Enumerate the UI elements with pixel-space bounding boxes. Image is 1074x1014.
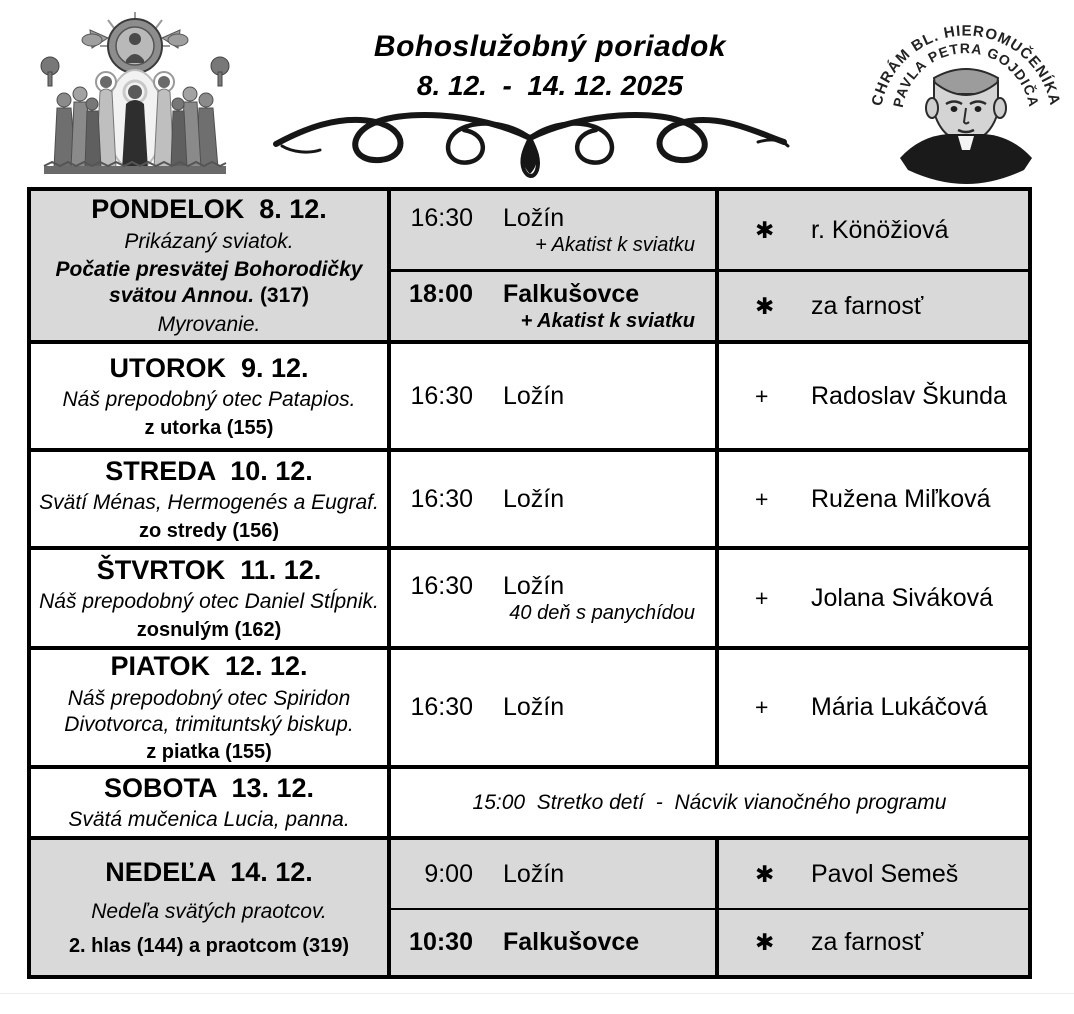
sunday-service-1-cell <box>391 840 719 910</box>
saturday-day-cell <box>31 769 391 840</box>
tuesday-feast: Náš prepodobný otec Patapios. <box>62 388 356 412</box>
wednesday-service-cell <box>391 452 719 550</box>
tuesday-service-cell <box>391 344 719 452</box>
tuesday-intention-cell <box>719 344 1028 452</box>
friday-service-cell <box>391 650 719 769</box>
friday-intention-cell <box>719 650 1028 769</box>
service-time: 10:30 <box>409 928 473 956</box>
saturday-feast: Svätá mučenica Lucia, panna. <box>68 808 350 832</box>
intention-name: za farnosť <box>811 928 924 956</box>
service-note: + Akatist k sviatku <box>520 309 695 332</box>
intention-symbol: + <box>755 694 769 720</box>
friday-day-cell <box>31 650 391 769</box>
service-time: 16:30 <box>410 484 473 513</box>
monday-day-name: PONDELOK 8. 12. <box>91 194 327 225</box>
sunday-feast: Nedeľa svätých praotcov. <box>91 899 327 923</box>
monday-feast <box>39 257 379 310</box>
thursday-day-cell <box>31 550 391 650</box>
parish-logo <box>864 8 1068 186</box>
page-title <box>290 30 810 102</box>
monday-intention-1-cell <box>719 191 1028 272</box>
wednesday-intention-cell <box>719 452 1028 550</box>
wednesday-day-cell <box>31 452 391 550</box>
thursday-ref: zosnulým (162) <box>136 618 282 641</box>
intention-name: Radoslav Škunda <box>811 381 1007 410</box>
intention-name: Jolana Siváková <box>811 583 994 612</box>
logo-arc-text-2: PAVLA PETRA GOJDIČA <box>889 40 1043 109</box>
thursday-day-name: ŠTVRTOK 11. 12. <box>96 554 322 585</box>
monday-day-cell <box>31 191 391 344</box>
page-header <box>0 0 1074 187</box>
saturday-event-cell: 15:00 Stretko detí - Nácvik vianočného programu <box>391 769 1028 840</box>
tuesday-day-cell <box>31 344 391 452</box>
service-place: Falkušovce <box>503 928 640 956</box>
monday-feast-text: Počatie presvätej Bohorodičky svätou Annou. <box>55 258 363 308</box>
flourish-divider <box>268 108 792 180</box>
intention-symbol: + <box>755 584 769 611</box>
intention-name: Pavol Semeš <box>811 859 959 888</box>
service-place: Ložín <box>503 203 565 232</box>
tuesday-ref: z utorka (155) <box>144 416 274 439</box>
intention-symbol: ✱ <box>755 292 775 319</box>
intention-name: za farnosť <box>811 291 924 320</box>
friday-feast: Náš prepodobný otec Spiridon Divotvorca, trimituntský biskup. <box>64 686 354 736</box>
service-note: 40 deň s panychídou <box>509 601 695 624</box>
thursday-service-cell <box>391 550 719 650</box>
sunday-ref: 2. hlas (144) a praotcom (319) <box>68 935 350 957</box>
wednesday-day-name: STREDA 10. 12. <box>105 455 313 486</box>
friday-ref: z piatka (155) <box>146 741 272 764</box>
sunday-day-name: NEDEĽA 14. 12. <box>105 857 313 887</box>
intention-symbol: ✱ <box>755 216 775 243</box>
sunday-intention-1-cell <box>719 840 1028 910</box>
schedule-table <box>27 187 1032 979</box>
service-place: Ložín <box>503 859 565 888</box>
wednesday-feast: Svätí Ménas, Hermogenés a Eugraf. <box>39 491 379 515</box>
monday-feast-ref: (317) <box>259 284 309 308</box>
service-time: 16:30 <box>410 693 473 721</box>
thursday-feast: Náš prepodobný otec Daniel Stĺpnik. <box>39 590 379 614</box>
logo-portrait <box>900 69 1032 184</box>
intention-symbol: ✱ <box>755 860 775 887</box>
intention-symbol: ✱ <box>755 929 775 955</box>
monday-service-2-cell <box>391 272 719 344</box>
monday-intention-2-cell <box>719 272 1028 344</box>
intention-name: Mária Lukáčová <box>811 693 988 721</box>
friday-day-name: PIATOK 12. 12. <box>110 650 308 681</box>
service-place: Ložín <box>503 571 565 600</box>
saturday-day-name: SOBOTA 13. 12. <box>103 772 315 803</box>
intention-symbol: + <box>755 382 769 409</box>
monday-feast-note: Prikázaný sviatok. <box>124 229 294 253</box>
religious-icon-image <box>30 8 240 180</box>
service-place: Ložín <box>503 693 565 721</box>
wednesday-ref: zo stredy (156) <box>138 519 280 542</box>
thursday-intention-cell <box>719 550 1028 650</box>
service-note: + Akatist k sviatku <box>535 233 695 256</box>
intention-symbol: + <box>755 485 769 512</box>
sunday-day-cell <box>31 840 391 975</box>
service-time: 18:00 <box>409 279 473 308</box>
service-time: 9:00 <box>424 859 473 888</box>
monday-service-1-cell <box>391 191 719 272</box>
service-time: 16:30 <box>410 571 473 600</box>
tuesday-day-name: UTOROK 9. 12. <box>109 352 309 383</box>
monday-extra: Myrovanie. <box>157 312 261 336</box>
intention-name: Ružena Miľková <box>811 484 991 513</box>
intention-name: r. Könöžiová <box>811 215 949 244</box>
sunday-intention-2-cell <box>719 910 1028 975</box>
title-line1: Bohoslužobný poriadok <box>373 30 727 63</box>
page-bottom-rule <box>0 993 1074 994</box>
title-date-range: 8. 12. - 14. 12. 2025 <box>416 70 684 101</box>
logo-arc-text-1: CHRÁM BL. HIEROMUČENÍKA <box>868 22 1064 108</box>
service-place: Ložín <box>503 381 565 410</box>
service-time: 16:30 <box>410 381 473 410</box>
service-time: 16:30 <box>410 203 473 232</box>
service-place: Falkušovce <box>503 279 640 308</box>
sunday-service-2-cell <box>391 910 719 975</box>
service-place: Ložín <box>503 484 565 513</box>
